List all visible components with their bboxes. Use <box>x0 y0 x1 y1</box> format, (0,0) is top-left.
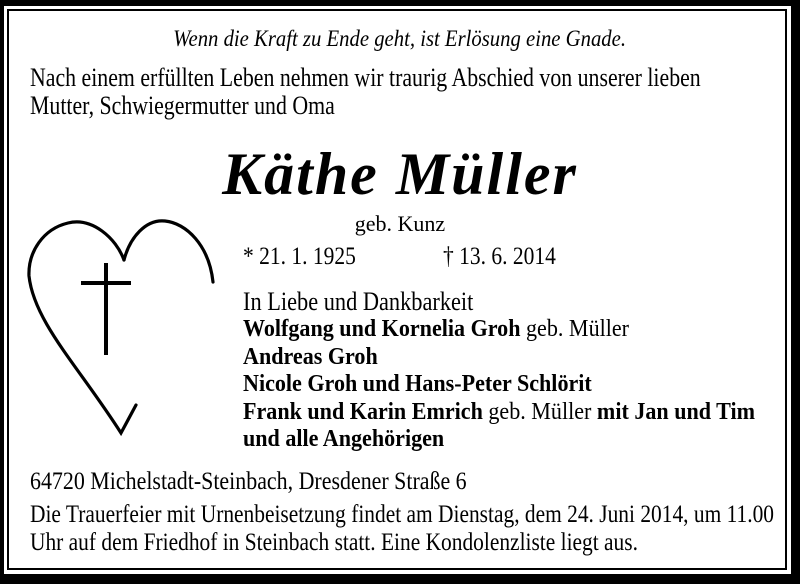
birth-date <box>243 243 374 271</box>
deceased-name: Käthe Müller <box>222 141 578 207</box>
farewell-text: In Liebe und Dankbarkeit <box>243 287 474 316</box>
mourner-note: geb. Müller <box>520 316 630 342</box>
heart-with-cross-icon <box>24 212 226 448</box>
mourner-line <box>243 371 795 399</box>
heart-with-cross-drawing <box>24 212 226 448</box>
intro-paragraph: Nach einem erfüllten Leben nehmen wir traurig Abschied von unserer lieben Mutter, Schwiegermutter und Oma <box>30 63 701 120</box>
mourner-note: geb. Müller <box>482 398 597 425</box>
mourner-name: Andreas Groh <box>243 343 378 370</box>
mourner-name: Frank und Karin Emrich <box>243 398 483 425</box>
address-line <box>30 467 538 495</box>
mourner-line <box>243 399 795 427</box>
mourner-line <box>243 426 795 454</box>
mourner-line <box>243 316 795 344</box>
mourner-name: mit Jan und Tim <box>596 398 756 425</box>
death-date <box>443 243 574 271</box>
mourner-name: und alle Angehörigen <box>243 426 445 452</box>
epigraph-quote <box>0 24 800 54</box>
address-text: 64720 Michelstadt-Steinbach, Dresdener Straße 6 <box>30 466 467 495</box>
mourner-line <box>243 344 795 372</box>
mourner-name: Wolfgang und Kornelia Groh <box>243 316 521 342</box>
maiden-name: geb. Kunz <box>354 211 446 236</box>
farewell-line <box>243 288 511 316</box>
funeral-info-paragraph: Die Trauerfeier mit Urnenbeisetzung findet am Dienstag, dem 24. Juni 2014, um 11.00 Uhr auf dem Friedhof in Steinbach statt. Eine Kondolenzliste liegt aus. <box>30 499 775 556</box>
death-date-text: † 13. 6. 2014 <box>443 243 556 270</box>
mourners-list <box>243 316 800 454</box>
birth-date-text: * 21. 1. 1925 <box>243 243 356 270</box>
mourner-name: Nicole Groh und Hans-Peter Schlörit <box>243 371 592 397</box>
epigraph-text: Wenn die Kraft zu Ende geht, ist Erlösung eine Gnade. <box>173 26 627 51</box>
